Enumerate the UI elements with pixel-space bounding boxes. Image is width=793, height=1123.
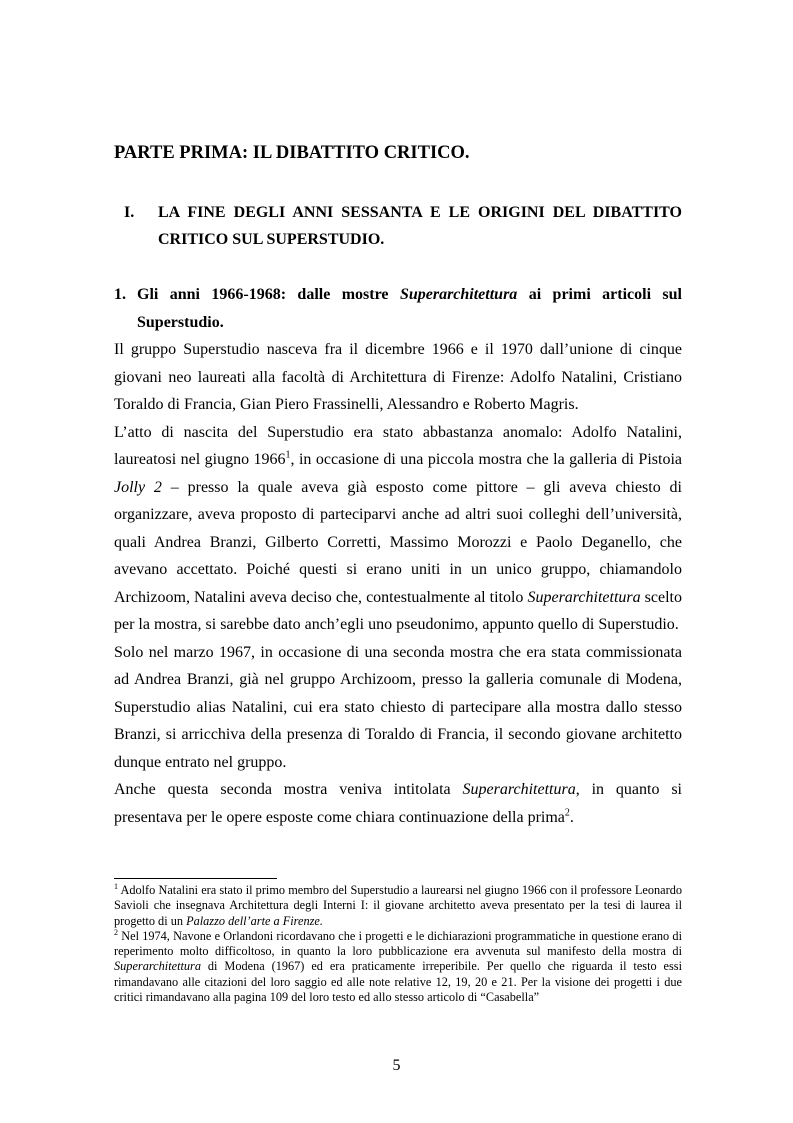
paragraph-3: Solo nel marzo 1967, in occasione di una seconda mostra che era stata commissionata ad Andrea Branzi, già nel gruppo Archizoom, presso la galleria comunale di Modena, Superstudio alias Natalini, cui era stato chiesto di partecipare alla mostra dallo stesso Branzi, si arricchiva della presenza di Toraldo di Francia, il secondo giovane architetto dunque entrato nel gruppo.	[114, 643, 682, 771]
section-title-post: ai primi articoli sul Superstudio.	[137, 286, 683, 331]
footnotes	[114, 883, 682, 1005]
footnote-1-text: Adolfo Natalini era stato il primo membro del Superstudio a laurearsi nel giugno 1966 con il professore Leonardo Savioli che insegnava Architettura degli Interni I: il giovane architetto aveva presentato per la tesi di laurea il progetto di un	[114, 883, 682, 928]
footnote-2-text-a: Nel 1974, Navone e Orlandoni ricordavano che i progetti e le dichiarazioni programmatiche in questione erano di reperimento molto difficoltoso, in quanto la loro pubblicazione era avvenuta sul manifesto della mostra di	[114, 928, 682, 959]
p2-text-b: , in occasione di una piccola mostra che la galleria di Pistoia	[290, 451, 682, 468]
p2-text-a: L’atto di nascita del Superstudio era stato abbastanza anomalo: Adolfo Natalini, laureatosi nel giugno 1966	[114, 423, 682, 468]
footnote-1-em: Palazzo dell’arte a Firenze.	[186, 913, 323, 928]
chapter-heading	[114, 199, 682, 253]
p2-text-c: – presso la quale aveva già esposto come pittore – gli aveva chiesto di organizzare, aveva proposto di parteciparvi anche ad altri suoi colleghi dell’università, quali Andrea Branzi, Gilberto Corretti, Massimo Morozzi e Paolo Deganello, che avevano accettato. Poiché questi si erano uniti in un unico gruppo, chiamandolo Archizoom, Natalini aveva deciso che, contestualmente al titolo	[114, 478, 682, 606]
body-text	[114, 336, 682, 831]
footnote-divider	[114, 878, 277, 879]
footnote-2-number: 2	[114, 927, 118, 937]
page-number: 5	[392, 1057, 401, 1074]
p4-em-superarchitettura: Superarchitettura	[462, 781, 576, 798]
footnote-ref-1[interactable]: 1	[285, 449, 291, 461]
p2-text-d: scelto per la mostra, si sarebbe dato anch’egli uno pseudonimo, appunto quello di Superstudio.	[114, 588, 682, 633]
p4-text-a: Anche questa seconda mostra veniva intitolata	[114, 781, 463, 798]
section-heading	[114, 281, 682, 337]
paragraph-2	[114, 419, 682, 639]
p2-em-superarchitettura: Superarchitettura	[527, 588, 641, 606]
p4-text-c: .	[569, 808, 574, 826]
footnote-2-text-b: di Modena (1967) ed era praticamente irreperibile. Per quello che riguarda il testo essi rimandavano alle citazioni del loro saggio ed alle note relative 12, 19, 20 e 21. Per la visione dei progetti i due critici rimandavano alla pagina 109 del loro testo ed allo stesso articolo di “Casabella”	[114, 959, 682, 1005]
footnote-ref-2[interactable]: 2	[564, 807, 570, 819]
p2-em-jolly: Jolly 2	[114, 478, 162, 496]
paragraph-1: Il gruppo Superstudio nasceva fra il dicembre 1966 e il 1970 dall’unione di cinque giovani neo laureati alla facoltà di Architettura di Firenze: Adolfo Natalini, Cristiano Toraldo di Francia, Gian Piero Frassinelli, Alessandro e Roberto Magris.	[114, 341, 682, 413]
footnote-1-number: 1	[114, 881, 118, 891]
chapter-number: I.	[124, 204, 135, 221]
footnote-1	[114, 883, 682, 929]
section-number: 1.	[114, 286, 126, 303]
section-title-em: Superarchitettura	[399, 286, 518, 303]
chapter-title: LA FINE DEGLI ANNI SESSANTA E LE ORIGINI DEL DIBATTITO CRITICO SUL SUPERSTUDIO.	[158, 204, 682, 248]
p4-text-b: , in quanto si presentava per le opere esposte come chiara continuazione della prima	[114, 781, 682, 826]
part-heading: PARTE PRIMA: IL DIBATTITO CRITICO.	[114, 143, 470, 163]
section-title	[137, 281, 682, 337]
section-title-pre: Gli anni 1966-1968: dalle mostre	[137, 286, 400, 303]
footnote-2	[114, 929, 682, 1005]
footnote-2-em: Superarchitettura	[114, 959, 201, 974]
paragraph-4	[114, 776, 682, 831]
